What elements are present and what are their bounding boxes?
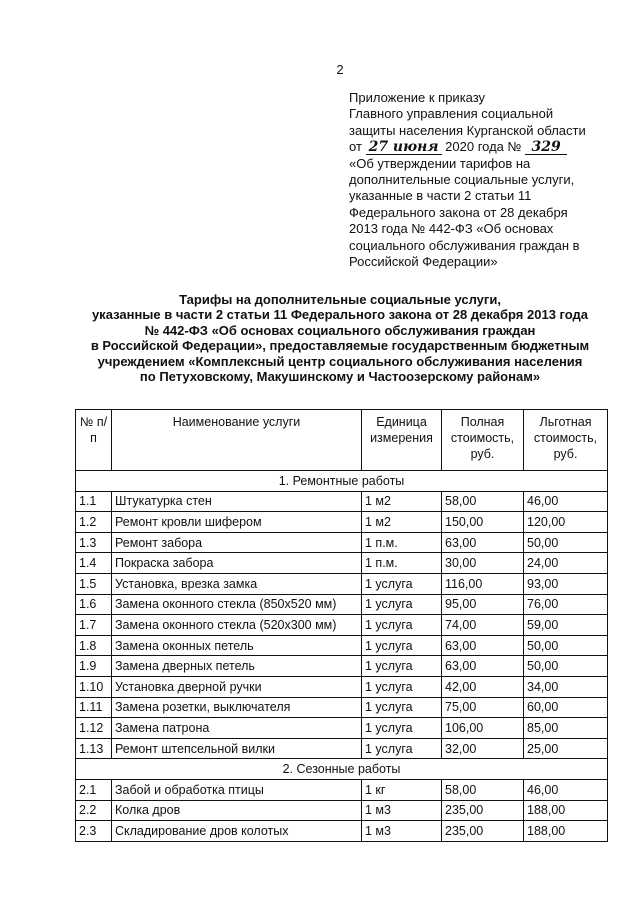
- cell-unit: 1 м3: [362, 821, 442, 842]
- handwritten-date: 27 июня: [366, 140, 442, 155]
- appendix-line: Приложение к приказу: [349, 90, 486, 105]
- cell-num: 1.5: [76, 573, 112, 594]
- table-row: [76, 821, 608, 842]
- appendix-line: 2013 года № 442-ФЗ «Об основах: [349, 221, 554, 237]
- table-body: [76, 471, 608, 842]
- cell-name: Замена оконного стекла (520x300 мм): [112, 615, 362, 636]
- cell-num: 1.6: [76, 594, 112, 615]
- cell-unit: 1 п.м.: [362, 553, 442, 574]
- cell-discount: 59,00: [524, 615, 608, 636]
- cell-name: Ремонт забора: [112, 532, 362, 553]
- document-title: [60, 292, 620, 384]
- cell-full: 106,00: [442, 718, 524, 739]
- cell-name: Замена оконных петель: [112, 635, 362, 656]
- cell-unit: 1 услуга: [362, 594, 442, 615]
- appendix-line: дополнительные социальные услуги,: [349, 172, 575, 188]
- cell-name: Ремонт кровли шифером: [112, 512, 362, 533]
- table-header-row: [76, 410, 608, 471]
- page-number: 2: [336, 62, 344, 77]
- appendix-line: Федерального закона от 28 декабря: [349, 204, 568, 220]
- cell-num: 1.7: [76, 615, 112, 636]
- cell-discount: 76,00: [524, 594, 608, 615]
- cell-unit: 1 кг: [362, 779, 442, 800]
- appendix-line: «Об утверждении тарифов на: [349, 155, 531, 171]
- cell-discount: 93,00: [524, 573, 608, 594]
- table-row: [76, 615, 608, 636]
- cell-discount: 120,00: [524, 512, 608, 533]
- header-discount-cost: Льготная стоимость, руб.: [524, 410, 608, 471]
- section-row: [76, 471, 608, 492]
- cell-num: 2.1: [76, 779, 112, 800]
- cell-num: 1.8: [76, 635, 112, 656]
- table-row: [76, 553, 608, 574]
- cell-num: 1.12: [76, 718, 112, 739]
- cell-full: 42,00: [442, 676, 524, 697]
- cell-full: 30,00: [442, 553, 524, 574]
- cell-full: 74,00: [442, 615, 524, 636]
- title-line: № 442-ФЗ «Об основах социального обслуживания граждан: [144, 322, 536, 338]
- cell-full: 235,00: [442, 821, 524, 842]
- cell-unit: 1 услуга: [362, 697, 442, 718]
- appendix-date-line: [349, 139, 629, 155]
- cell-discount: 25,00: [524, 738, 608, 759]
- cell-discount: 60,00: [524, 697, 608, 718]
- appendix-line: защиты населения Курганской области: [349, 122, 586, 138]
- table-row: [76, 573, 608, 594]
- cell-num: 1.13: [76, 738, 112, 759]
- cell-num: 2.2: [76, 800, 112, 821]
- date-prefix: от: [349, 139, 362, 155]
- cell-unit: 1 услуга: [362, 738, 442, 759]
- cell-name: Складирование дров колотых: [112, 821, 362, 842]
- cell-full: 235,00: [442, 800, 524, 821]
- date-year: 2020 года №: [445, 139, 522, 155]
- cell-unit: 1 услуга: [362, 656, 442, 677]
- cell-num: 2.3: [76, 821, 112, 842]
- appendix-line: Главного управления социальной: [349, 106, 554, 122]
- cell-name: Замена патрона: [112, 718, 362, 739]
- table-row: [76, 779, 608, 800]
- cell-full: 63,00: [442, 656, 524, 677]
- header-num: № п/п: [76, 410, 112, 471]
- header-full-cost: Полная стоимость, руб.: [442, 410, 524, 471]
- cell-unit: 1 услуга: [362, 635, 442, 656]
- cell-unit: 1 м3: [362, 800, 442, 821]
- cell-full: 32,00: [442, 738, 524, 759]
- cell-name: Ремонт штепсельной вилки: [112, 738, 362, 759]
- cell-full: 150,00: [442, 512, 524, 533]
- cell-full: 63,00: [442, 532, 524, 553]
- table-row: [76, 594, 608, 615]
- cell-name: Установка дверной ручки: [112, 676, 362, 697]
- section-title: 2. Сезонные работы: [76, 759, 608, 780]
- cell-full: 75,00: [442, 697, 524, 718]
- tariffs-table: [75, 409, 608, 842]
- cell-discount: 34,00: [524, 676, 608, 697]
- cell-unit: 1 услуга: [362, 573, 442, 594]
- cell-num: 1.3: [76, 532, 112, 553]
- cell-discount: 85,00: [524, 718, 608, 739]
- cell-name: Забой и обработка птицы: [112, 779, 362, 800]
- table-row: [76, 656, 608, 677]
- cell-unit: 1 услуга: [362, 718, 442, 739]
- cell-discount: 188,00: [524, 800, 608, 821]
- appendix-block: [349, 90, 629, 270]
- header-unit: Единица измерения: [362, 410, 442, 471]
- cell-unit: 1 м2: [362, 512, 442, 533]
- title-line: по Петуховскому, Макушинскому и Частоозерскому районам»: [139, 369, 541, 385]
- cell-name: Замена оконного стекла (850x520 мм): [112, 594, 362, 615]
- cell-full: 58,00: [442, 779, 524, 800]
- cell-name: Установка, врезка замка: [112, 573, 362, 594]
- cell-full: 95,00: [442, 594, 524, 615]
- cell-unit: 1 п.м.: [362, 532, 442, 553]
- table-row: [76, 676, 608, 697]
- table-row: [76, 635, 608, 656]
- cell-discount: 50,00: [524, 656, 608, 677]
- cell-num: 1.9: [76, 656, 112, 677]
- cell-unit: 1 м2: [362, 491, 442, 512]
- handwritten-order-number: 329: [525, 140, 567, 155]
- cell-full: 116,00: [442, 573, 524, 594]
- cell-name: Замена розетки, выключателя: [112, 697, 362, 718]
- cell-full: 58,00: [442, 491, 524, 512]
- appendix-line: указанные в части 2 статьи 11: [349, 188, 532, 204]
- cell-discount: 50,00: [524, 532, 608, 553]
- cell-num: 1.2: [76, 512, 112, 533]
- cell-unit: 1 услуга: [362, 676, 442, 697]
- table-row: [76, 491, 608, 512]
- cell-discount: 50,00: [524, 635, 608, 656]
- cell-name: Штукатурка стен: [112, 491, 362, 512]
- section-title: 1. Ремонтные работы: [76, 471, 608, 492]
- header-name: Наименование услуги: [112, 410, 362, 471]
- table-row: [76, 800, 608, 821]
- cell-name: Колка дров: [112, 800, 362, 821]
- section-row: [76, 759, 608, 780]
- appendix-line: Российской Федерации»: [349, 254, 498, 270]
- cell-num: 1.4: [76, 553, 112, 574]
- title-line: указанные в части 2 статьи 11 Федерального закона от 28 декабря 2013 года: [91, 307, 589, 323]
- cell-name: Замена дверных петель: [112, 656, 362, 677]
- cell-discount: 24,00: [524, 553, 608, 574]
- cell-discount: 46,00: [524, 491, 608, 512]
- table-row: [76, 738, 608, 759]
- cell-num: 1.11: [76, 697, 112, 718]
- table-row: [76, 697, 608, 718]
- cell-unit: 1 услуга: [362, 615, 442, 636]
- cell-discount: 188,00: [524, 821, 608, 842]
- appendix-line: социального обслуживания граждан в: [349, 237, 580, 253]
- cell-num: 1.10: [76, 676, 112, 697]
- table-row: [76, 512, 608, 533]
- cell-discount: 46,00: [524, 779, 608, 800]
- cell-name: Покраска забора: [112, 553, 362, 574]
- table-row: [76, 532, 608, 553]
- table-row: [76, 718, 608, 739]
- cell-num: 1.1: [76, 491, 112, 512]
- title-line: учреждением «Комплексный центр социального обслуживания населения: [97, 353, 583, 369]
- title-line: Тарифы на дополнительные социальные услуги,: [179, 292, 501, 307]
- title-line: в Российской Федерации», предоставляемые государственным бюджетным: [90, 338, 590, 354]
- cell-full: 63,00: [442, 635, 524, 656]
